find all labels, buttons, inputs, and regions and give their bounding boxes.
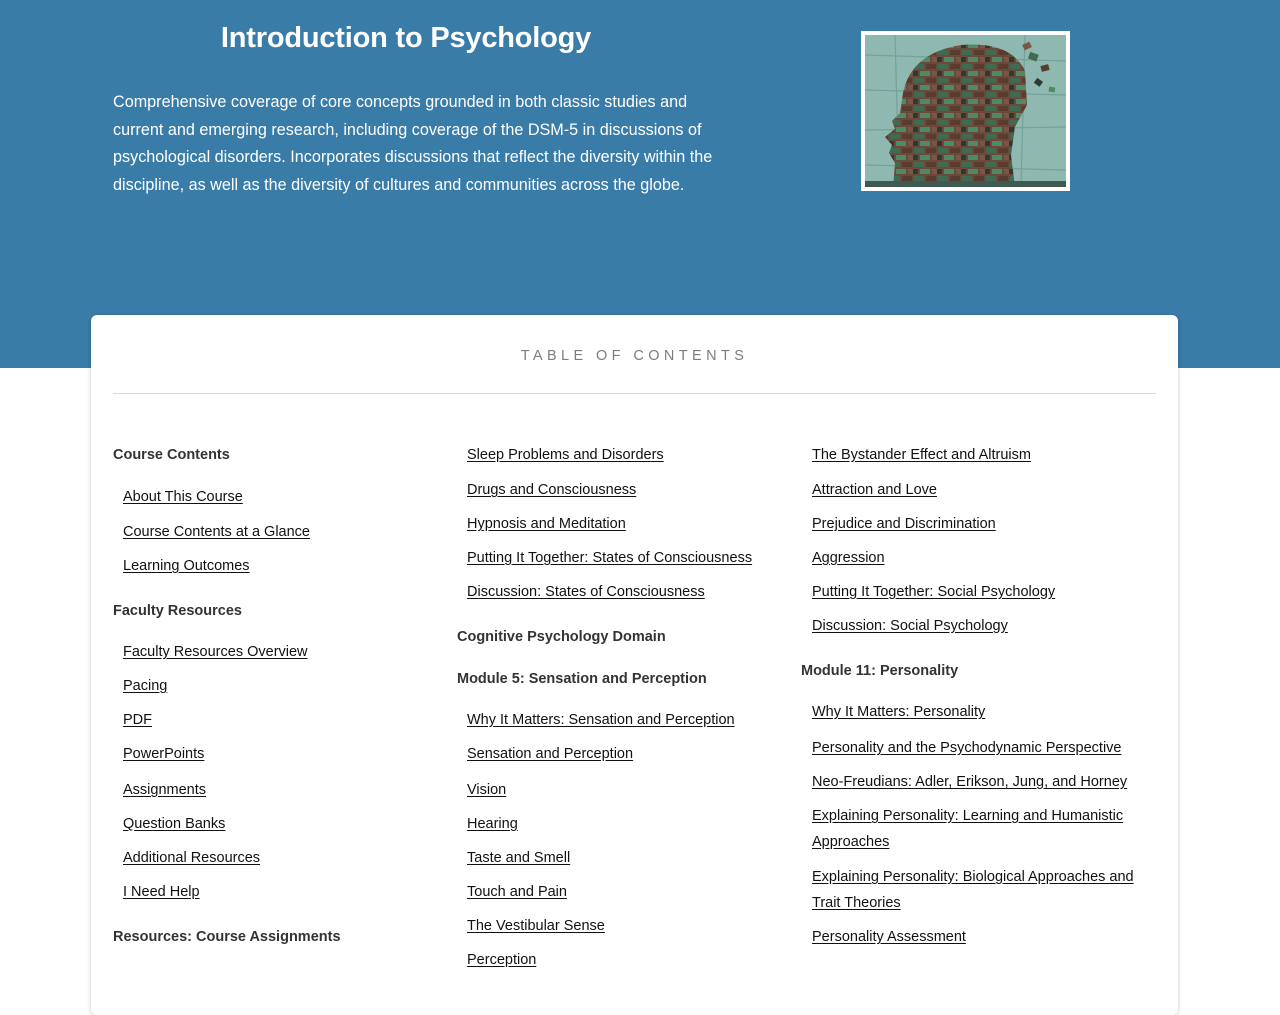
link-why-personality[interactable]: Why It Matters: Personality xyxy=(812,704,986,720)
table-of-contents-card xyxy=(91,315,1178,1015)
section-module-5: Module 5: Sensation and Perception xyxy=(457,671,707,687)
section-cognitive-psychology-domain: Cognitive Psychology Domain xyxy=(457,629,666,645)
link-attraction-love[interactable]: Attraction and Love xyxy=(812,482,937,498)
link-neo-freudians[interactable]: Neo-Freudians: Adler, Erikson, Jung, and Horney xyxy=(812,774,1128,790)
toc-heading: TABLE OF CONTENTS xyxy=(520,348,749,364)
link-putting-together-social[interactable]: Putting It Together: Social Psychology xyxy=(812,584,1056,600)
link-drugs-consciousness[interactable]: Drugs and Consciousness xyxy=(467,482,637,498)
course-cover-image xyxy=(861,31,1070,191)
link-psychodynamic-perspective[interactable]: Personality and the Psychodynamic Perspective xyxy=(812,740,1122,756)
link-touch-pain[interactable]: Touch and Pain xyxy=(467,884,567,900)
link-faculty-resources-overview[interactable]: Faculty Resources Overview xyxy=(123,644,308,660)
link-vision[interactable]: Vision xyxy=(467,782,507,798)
link-course-contents-glance[interactable]: Course Contents at a Glance xyxy=(123,524,310,540)
brick-head-cover-image-icon xyxy=(865,35,1066,187)
section-resources-course-assignments: Resources: Course Assignments xyxy=(113,929,341,945)
link-pacing[interactable]: Pacing xyxy=(123,678,168,694)
link-learning-outcomes[interactable]: Learning Outcomes xyxy=(123,558,250,574)
link-about-this-course[interactable]: About This Course xyxy=(123,489,243,505)
section-module-11: Module 11: Personality xyxy=(801,663,959,679)
link-taste-smell[interactable]: Taste and Smell xyxy=(467,850,571,866)
link-learning-humanistic[interactable]: Explaining Personality: Learning and Humanistic Approaches xyxy=(812,808,1124,850)
link-hypnosis-meditation[interactable]: Hypnosis and Meditation xyxy=(467,516,626,532)
link-sensation-perception[interactable]: Sensation and Perception xyxy=(467,746,634,762)
link-biological-trait[interactable]: Explaining Personality: Biological Approaches and Trait Theories xyxy=(812,869,1134,911)
link-vestibular-sense[interactable]: The Vestibular Sense xyxy=(467,918,605,934)
link-bystander-effect[interactable]: The Bystander Effect and Altruism xyxy=(812,447,1031,463)
link-perception[interactable]: Perception xyxy=(467,952,537,968)
link-aggression[interactable]: Aggression xyxy=(812,550,885,566)
link-sleep-problems[interactable]: Sleep Problems and Disorders xyxy=(467,447,664,463)
link-why-sensation[interactable]: Why It Matters: Sensation and Perception xyxy=(467,712,735,728)
link-hearing[interactable]: Hearing xyxy=(467,816,518,832)
link-additional-resources[interactable]: Additional Resources xyxy=(123,850,261,866)
course-description: Comprehensive coverage of core concepts grounded in both classic studies and current and emerging research, including coverage of the DSM-5 in discussions of psychological disorders. Incorporates discussions that reflect the diversity within the discipline, as well as the diversity of cultures and communities across the globe. xyxy=(113,93,713,194)
link-question-banks[interactable]: Question Banks xyxy=(123,816,226,832)
link-pdf[interactable]: PDF xyxy=(123,712,152,728)
section-course-contents: Course Contents xyxy=(113,447,230,463)
toc-divider xyxy=(113,393,1156,394)
link-discussion-social[interactable]: Discussion: Social Psychology xyxy=(812,618,1008,634)
course-title: Introduction to Psychology xyxy=(220,22,592,54)
link-powerpoints[interactable]: PowerPoints xyxy=(123,746,205,762)
link-discussion-states[interactable]: Discussion: States of Consciousness xyxy=(467,584,705,600)
link-assignments[interactable]: Assignments xyxy=(123,782,207,798)
section-faculty-resources: Faculty Resources xyxy=(113,603,242,619)
link-i-need-help[interactable]: I Need Help xyxy=(123,884,200,900)
link-prejudice-discrimination[interactable]: Prejudice and Discrimination xyxy=(812,516,996,532)
hero-banner xyxy=(0,0,1280,368)
link-putting-together-states[interactable]: Putting It Together: States of Consciousness xyxy=(467,550,753,566)
link-personality-assessment[interactable]: Personality Assessment xyxy=(812,929,966,945)
